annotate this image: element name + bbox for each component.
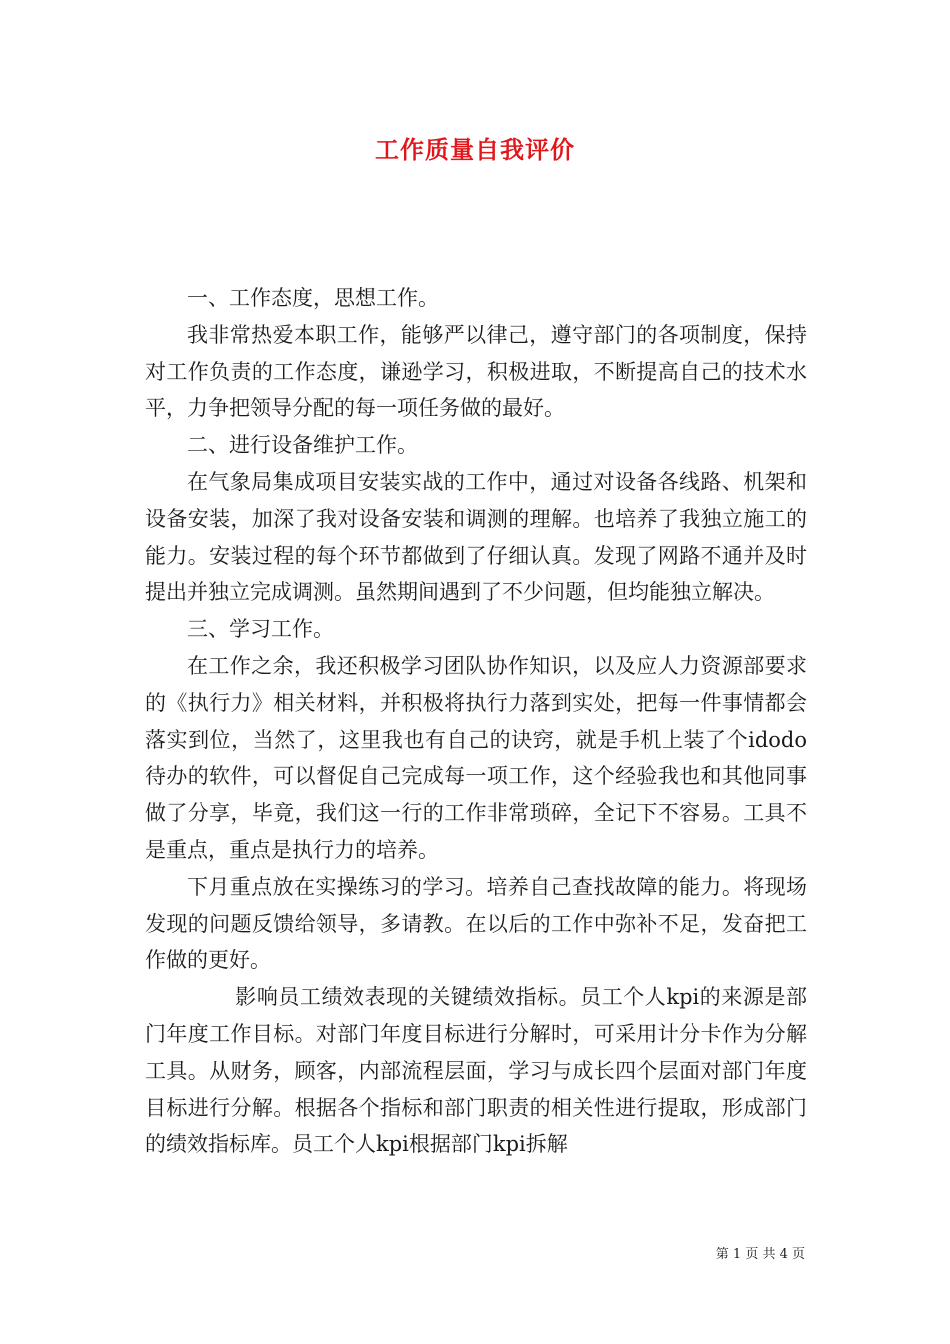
body-paragraph: 影响员工绩效表现的关键绩效指标。员工个人kpi的来源是部门年度工作目标。对部门年度目标进行分解时，可采用计分卡作为分解工具。从财务，顾客，内部流程层面，学习与成长四个层面对部门年度目标进行分解。根据各个指标和部门职责的相关性进行提取，形成部门的绩效指标库。员工个人kpi根据部门kpi拆解 <box>145 985 807 1157</box>
body-paragraph: 我非常热爱本职工作，能够严以律己，遵守部门的各项制度，保持对工作负责的工作态度，谦逊学习，积极进取，不断提高自己的技术水平，力争把领导分配的每一项任务做的最好。 <box>145 322 807 421</box>
body-paragraph: 在工作之余，我还积极学习团队协作知识，以及应人力资源部要求的《执行力》相关材料，并积极将执行力落到实处，把每一件事情都会落实到位，当然了，这里我也有自己的诀窍，就是手机上装了个idodo待办的软件，可以督促自己完成每一项工作，这个经验我也和其他同事做了分享，毕竟，我们这一行的工作非常琐碎，全记下不容易。工具不是重点，重点是执行力的培养。 <box>145 653 807 862</box>
document-title: 工作质量自我评价 <box>375 135 575 164</box>
body-paragraph: 在气象局集成项目安装实战的工作中，通过对设备各线路、机架和设备安装，加深了我对设备安装和调测的理解。也培养了我独立施工的能力。安装过程的每个环节都做到了仔细认真。发现了网路不通并及时提出并独立完成调测。虽然期间遇到了不少问题，但均能独立解决。 <box>145 469 807 605</box>
document-body <box>145 280 807 1163</box>
section-heading: 三、学习工作。 <box>187 617 334 642</box>
section-heading: 一、工作态度，思想工作。 <box>187 286 439 310</box>
section-heading: 二、进行设备维护工作。 <box>187 433 418 458</box>
page-number: 第 1 页 共 4 页 <box>715 1247 805 1262</box>
body-paragraph: 下月重点放在实操练习的学习。培养自己查找故障的能力。将现场发现的问题反馈给领导，多请教。在以后的工作中弥补不足，发奋把工作做的更好。 <box>145 874 807 973</box>
